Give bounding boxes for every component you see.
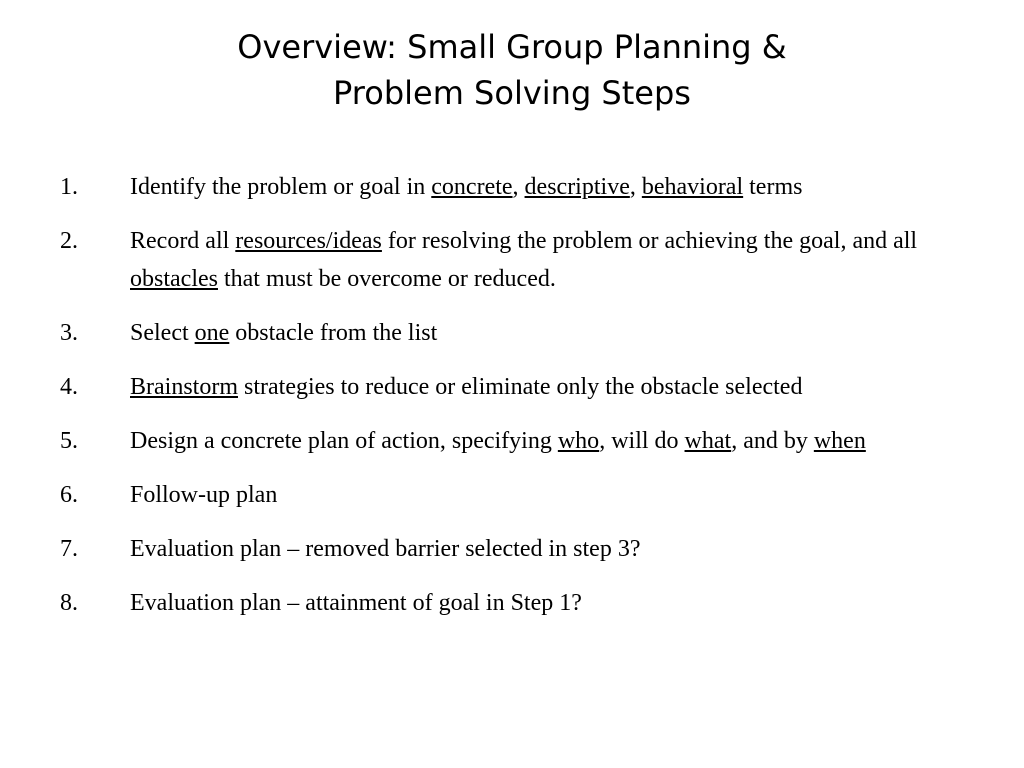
step-item: [60, 422, 960, 460]
step-segment: ,: [512, 174, 525, 200]
step-keyword: Brainstorm: [130, 374, 238, 400]
step-item: [60, 476, 960, 514]
step-segment: , and by: [731, 428, 814, 454]
step-number: 5.: [60, 428, 78, 454]
step-keyword: who: [557, 428, 600, 454]
step-text: [130, 428, 866, 454]
step-keyword: descriptive: [524, 174, 630, 200]
step-text: [130, 536, 640, 562]
step-number: 2.: [60, 228, 78, 254]
step-keyword: concrete: [431, 174, 513, 200]
step-segment: Identify the problem or goal in: [130, 174, 432, 200]
step-keyword: behavioral: [641, 174, 744, 200]
step-number: 1.: [60, 174, 78, 200]
step-item: [60, 530, 960, 568]
title-line-1: Overview: Small Group Planning &: [237, 28, 787, 66]
step-segment: Evaluation plan – removed barrier selected in step 3?: [130, 536, 641, 562]
step-keyword: obstacles: [130, 266, 218, 292]
step-segment: for resolving the problem or achieving the goal, and all: [381, 228, 918, 254]
step-segment: strategies to reduce or eliminate only the obstacle selected: [238, 374, 803, 400]
step-keyword: one: [194, 320, 230, 346]
step-text: [130, 320, 437, 346]
step-number: 7.: [60, 536, 78, 562]
step-segment: terms: [743, 174, 803, 200]
step-segment: ,: [629, 174, 642, 200]
step-text: [130, 590, 582, 616]
step-number: 3.: [60, 320, 78, 346]
step-number: 6.: [60, 482, 78, 508]
step-item: [60, 222, 960, 298]
step-segment: Record all: [130, 228, 236, 254]
step-number: 4.: [60, 374, 78, 400]
step-text: [130, 174, 802, 200]
step-text: [130, 228, 917, 292]
step-text: [130, 374, 802, 400]
step-segment: , will do: [599, 428, 685, 454]
step-segment: Follow-up plan: [130, 482, 278, 508]
step-item: [60, 168, 960, 206]
step-segment: obstacle from the list: [229, 320, 438, 346]
title-line-2: Problem Solving Steps: [333, 74, 691, 112]
step-segment: Design a concrete plan of action, specifying: [130, 428, 558, 454]
step-segment: Evaluation plan – attainment of goal in Step 1?: [130, 590, 582, 616]
step-keyword: resources/ideas: [235, 228, 382, 254]
step-item: [60, 584, 960, 622]
step-text: [130, 482, 277, 508]
step-segment: that must be overcome or reduced.: [217, 266, 556, 292]
step-segment: Select: [130, 320, 195, 346]
step-item: [60, 368, 960, 406]
step-number: 8.: [60, 590, 78, 616]
step-item: [60, 314, 960, 352]
step-keyword: when: [813, 428, 866, 454]
slide-title: [0, 24, 1024, 116]
step-keyword: what: [684, 428, 732, 454]
steps-list: [60, 168, 960, 638]
